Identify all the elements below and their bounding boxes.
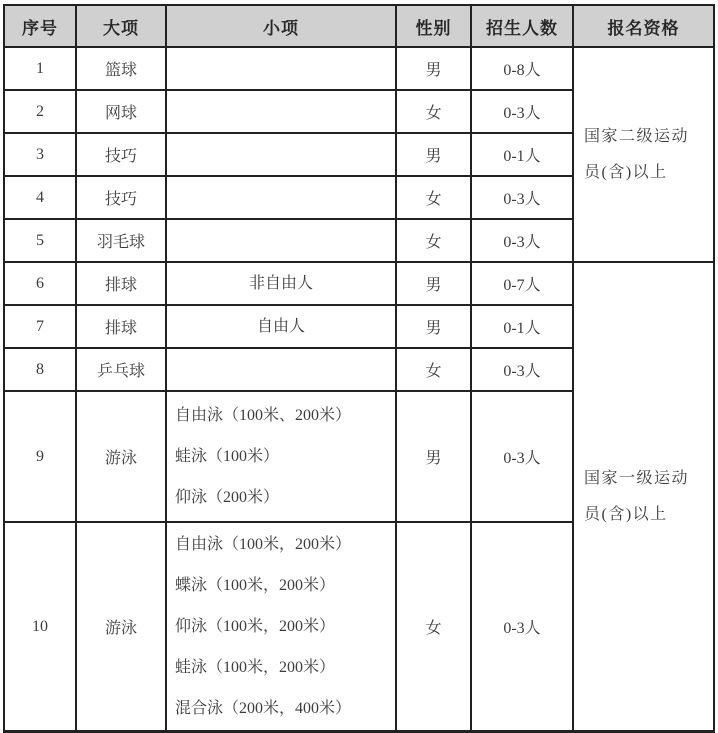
column-header-sport: 大项 bbox=[76, 5, 166, 47]
cell-events bbox=[166, 133, 396, 176]
cell-sport: 排球 bbox=[76, 262, 166, 305]
event-line: 仰泳（100米，200米） bbox=[175, 618, 336, 635]
cell-sport: 篮球 bbox=[76, 47, 166, 90]
cell-events bbox=[166, 391, 396, 522]
cell-index: 2 bbox=[4, 90, 76, 133]
cell-gender: 女 bbox=[396, 348, 471, 391]
cell-gender: 女 bbox=[396, 522, 471, 732]
cell-gender: 女 bbox=[396, 90, 471, 133]
cell-sport: 技巧 bbox=[76, 176, 166, 219]
cell-quota: 0-3人 bbox=[471, 90, 573, 133]
cell-events bbox=[166, 90, 396, 133]
cell-gender: 女 bbox=[396, 176, 471, 219]
cell-index: 3 bbox=[4, 133, 76, 176]
event-line: 仰泳（200米） bbox=[175, 489, 280, 506]
qualification-text: 国家一级运动员(含)以上 bbox=[584, 469, 690, 523]
cell-sport: 游泳 bbox=[76, 522, 166, 732]
table-header bbox=[4, 5, 714, 47]
cell-quota: 0-8人 bbox=[471, 47, 573, 90]
cell-sport: 排球 bbox=[76, 305, 166, 348]
table-row bbox=[4, 262, 714, 305]
cell-gender: 男 bbox=[396, 133, 471, 176]
event-line: 自由人 bbox=[256, 317, 305, 335]
cell-events bbox=[166, 176, 396, 219]
header-row bbox=[4, 5, 714, 47]
cell-quota: 0-3人 bbox=[471, 176, 573, 219]
cell-index: 9 bbox=[4, 391, 76, 522]
column-header-qualification: 报名资格 bbox=[573, 5, 714, 47]
column-header-quota: 招生人数 bbox=[471, 5, 573, 47]
cell-sport: 乒乓球 bbox=[76, 348, 166, 391]
cell-quota: 0-3人 bbox=[471, 219, 573, 262]
cell-qualification bbox=[573, 262, 714, 732]
qualification-text: 国家二级运动员(含)以上 bbox=[584, 127, 690, 181]
cell-gender: 男 bbox=[396, 305, 471, 348]
recruitment-table bbox=[3, 4, 715, 733]
column-header-events: 小项 bbox=[166, 5, 396, 47]
cell-gender: 女 bbox=[396, 219, 471, 262]
cell-gender: 男 bbox=[396, 391, 471, 522]
cell-qualification bbox=[573, 47, 714, 262]
cell-quota: 0-3人 bbox=[471, 348, 573, 391]
column-header-index: 序号 bbox=[4, 5, 76, 47]
cell-index: 8 bbox=[4, 348, 76, 391]
cell-events bbox=[166, 219, 396, 262]
event-line: 蝶泳（100米，200米） bbox=[175, 577, 336, 594]
event-line: 自由泳（100米、200米） bbox=[175, 407, 352, 424]
cell-events bbox=[166, 47, 396, 90]
event-line: 混合泳（200米，400米） bbox=[175, 700, 352, 717]
cell-quota: 0-1人 bbox=[471, 305, 573, 348]
event-line: 自由泳（100米，200米） bbox=[175, 536, 352, 553]
cell-sport: 羽毛球 bbox=[76, 219, 166, 262]
cell-sport: 网球 bbox=[76, 90, 166, 133]
cell-gender: 男 bbox=[396, 262, 471, 305]
cell-index: 5 bbox=[4, 219, 76, 262]
cell-index: 4 bbox=[4, 176, 76, 219]
cell-events bbox=[166, 348, 396, 391]
event-line: 蛙泳（100米，200米） bbox=[175, 659, 336, 676]
cell-index: 10 bbox=[4, 522, 76, 732]
cell-index: 6 bbox=[4, 262, 76, 305]
column-header-gender: 性别 bbox=[396, 5, 471, 47]
cell-quota: 0-3人 bbox=[471, 522, 573, 732]
cell-index: 7 bbox=[4, 305, 76, 348]
cell-events bbox=[166, 522, 396, 732]
cell-events bbox=[166, 262, 396, 305]
cell-sport: 技巧 bbox=[76, 133, 166, 176]
cell-index: 1 bbox=[4, 47, 76, 90]
event-line: 蛙泳（100米） bbox=[175, 448, 280, 465]
cell-gender: 男 bbox=[396, 47, 471, 90]
cell-events bbox=[166, 305, 396, 348]
table-body bbox=[4, 47, 714, 732]
cell-quota: 0-7人 bbox=[471, 262, 573, 305]
cell-sport: 游泳 bbox=[76, 391, 166, 522]
cell-quota: 0-1人 bbox=[471, 133, 573, 176]
event-line: 非自由人 bbox=[248, 274, 313, 292]
table-row bbox=[4, 47, 714, 90]
cell-quota: 0-3人 bbox=[471, 391, 573, 522]
